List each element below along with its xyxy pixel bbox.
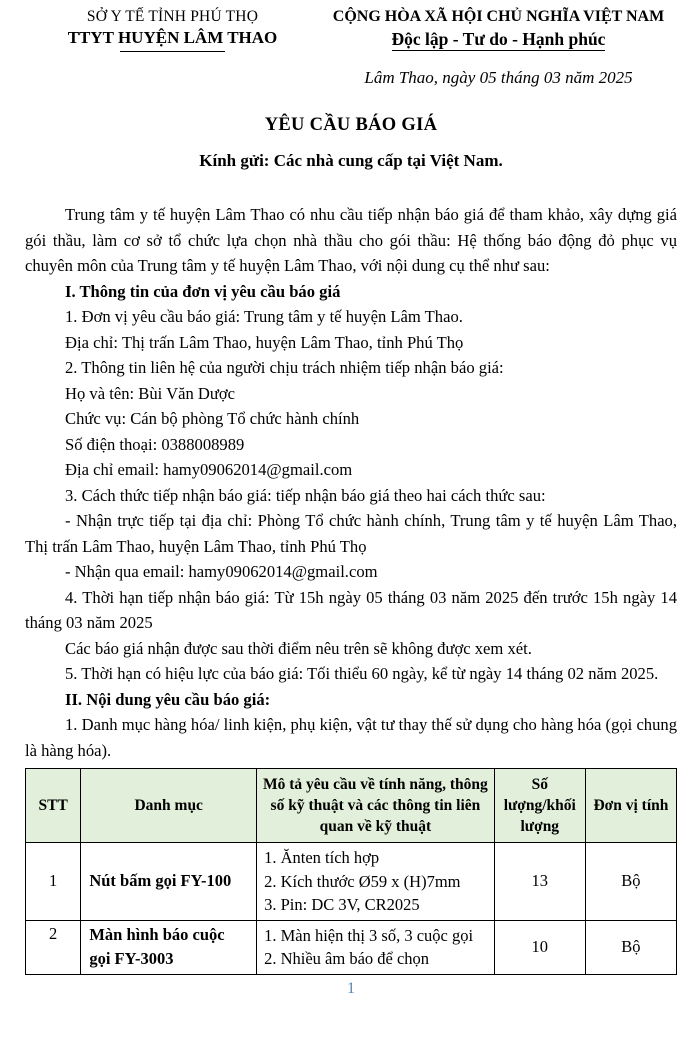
- table-header-row: [26, 769, 677, 843]
- para-contact-name: Họ và tên: Bùi Văn Dược: [65, 383, 236, 403]
- parent-agency-name: SỞ Y TẾ TỈNH PHÚ THỌ: [86, 8, 259, 25]
- issuing-agency-name: TTYT HUYỆN LÂM THAO: [67, 28, 278, 47]
- quote-items-table: [25, 768, 677, 975]
- col-header-unit: Đơn vị tính: [585, 769, 676, 843]
- para-address: Địa chỉ: Thị trấn Lâm Thao, huyện Lâm Thao, tỉnh Phú Thọ: [65, 332, 464, 352]
- col-header-stt: STT: [26, 769, 81, 843]
- para-deadline: 4. Thời hạn tiếp nhận báo giá: Từ 15h ngày 05 tháng 03 năm 2025 đến trước 15h ngày 14 tháng 03 năm 2025: [25, 587, 677, 632]
- document-body: [25, 202, 677, 763]
- para-late-note: Các báo giá nhận được sau thời điểm nêu trên sẽ không được xem xét.: [65, 638, 532, 658]
- unit-cell: Bộ: [585, 843, 676, 921]
- intro-paragraph: Trung tâm y tế huyện Lâm Thao có nhu cầu tiếp nhận báo giá để tham khảo, xây dựng giá gói thầu, làm cơ sở tổ chức lựa chọn nhà thầu cho gói thầu: Hệ thống báo động đỏ phục vụ chuyên môn của Trung tâm y tế huyện Lâm Thao, với nội dung cụ thể như sau:: [25, 205, 677, 275]
- para-contact-heading: 2. Thông tin liên hệ của người chịu trách nhiệm tiếp nhận báo giá:: [65, 358, 504, 377]
- page-number: 1: [347, 979, 355, 997]
- spec-line: 3. Pin: DC 3V, CR2025: [264, 895, 420, 914]
- para-validity: 5. Thời hạn có hiệu lực của báo giá: Tối thiểu 60 ngày, kể từ ngày 14 tháng 02 năm 2025.: [65, 664, 659, 683]
- para-contact-title: Chức vụ: Cán bộ phòng Tổ chức hành chính: [65, 409, 360, 428]
- qty-cell: 13: [494, 843, 585, 921]
- header-left-rule: [120, 51, 225, 52]
- section-i-heading: I. Thông tin của đơn vị yêu cầu báo giá: [65, 281, 341, 301]
- spec-cell: [257, 920, 495, 974]
- spec-line: 2. Kích thước Ø59 x (H)7mm: [264, 871, 461, 891]
- item-name-cell: Nút bấm gọi FY-100: [81, 843, 257, 921]
- table-row: [26, 843, 677, 921]
- spec-line: 2. Nhiều âm báo để chọn: [264, 949, 430, 968]
- national-motto-line2: [320, 29, 677, 50]
- para-method-email: - Nhận qua email: hamy09062014@gmail.com: [65, 562, 378, 581]
- col-header-quantity: Số lượng/khối lượng: [494, 769, 585, 843]
- item-name-cell: Màn hình báo cuộc gọi FY-3003: [81, 920, 257, 974]
- para-requesting-unit: 1. Đơn vị yêu cầu báo giá: Trung tâm y tế huyện Lâm Thao.: [65, 307, 463, 326]
- col-header-category: Danh mục: [81, 769, 257, 843]
- para-method-heading: 3. Cách thức tiếp nhận báo giá: tiếp nhận báo giá theo hai cách thức sau:: [65, 485, 546, 505]
- document-header: [25, 8, 677, 52]
- national-motto-line1: CỘNG HÒA XÃ HỘI CHỦ NGHĨA VIỆT NAM: [332, 8, 665, 25]
- header-right-block: [320, 8, 677, 52]
- section-ii-heading: II. Nội dung yêu cầu báo giá:: [65, 689, 271, 709]
- para-goods-list: 1. Danh mục hàng hóa/ linh kiện, phụ kiện, vật tư thay thế sử dụng cho hàng hóa (gọi chung là hàng hóa).: [25, 715, 677, 760]
- para-contact-phone: Số điện thoại: 0388008989: [65, 434, 245, 454]
- header-left-block: [25, 8, 320, 52]
- table-row: [26, 920, 677, 974]
- stt-cell: 1: [26, 843, 81, 921]
- document-title: YÊU CẦU BÁO GIÁ: [264, 115, 438, 135]
- col-header-specs: Mô tả yêu cầu về tính năng, thông số kỹ thuật và các thông tin liên quan về kỹ thuật: [257, 769, 495, 843]
- date-line: Lâm Thao, ngày 05 tháng 03 năm 2025: [364, 68, 633, 87]
- spec-cell: [257, 843, 495, 921]
- salutation-line: Kính gửi: Các nhà cung cấp tại Việt Nam.: [199, 151, 503, 170]
- spec-line: 1. Ănten tích hợp: [264, 848, 380, 867]
- para-method-direct: - Nhận trực tiếp tại địa chỉ: Phòng Tổ chức hành chính, Trung tâm y tế huyện Lâm Thao, Thị trấn Lâm Thao, huyện Lâm Thao, tỉnh Phú Thọ: [25, 511, 677, 556]
- national-motto-text: Độc lập - Tư do - Hạnh phúc: [391, 29, 606, 49]
- spec-line: 1. Màn hiện thị 3 số, 3 cuộc gọi: [264, 925, 474, 945]
- unit-cell: Bộ: [585, 920, 676, 974]
- stt-cell: 2: [26, 920, 81, 974]
- qty-cell: 10: [494, 920, 585, 974]
- para-contact-email: Địa chỉ email: hamy09062014@gmail.com: [65, 460, 353, 479]
